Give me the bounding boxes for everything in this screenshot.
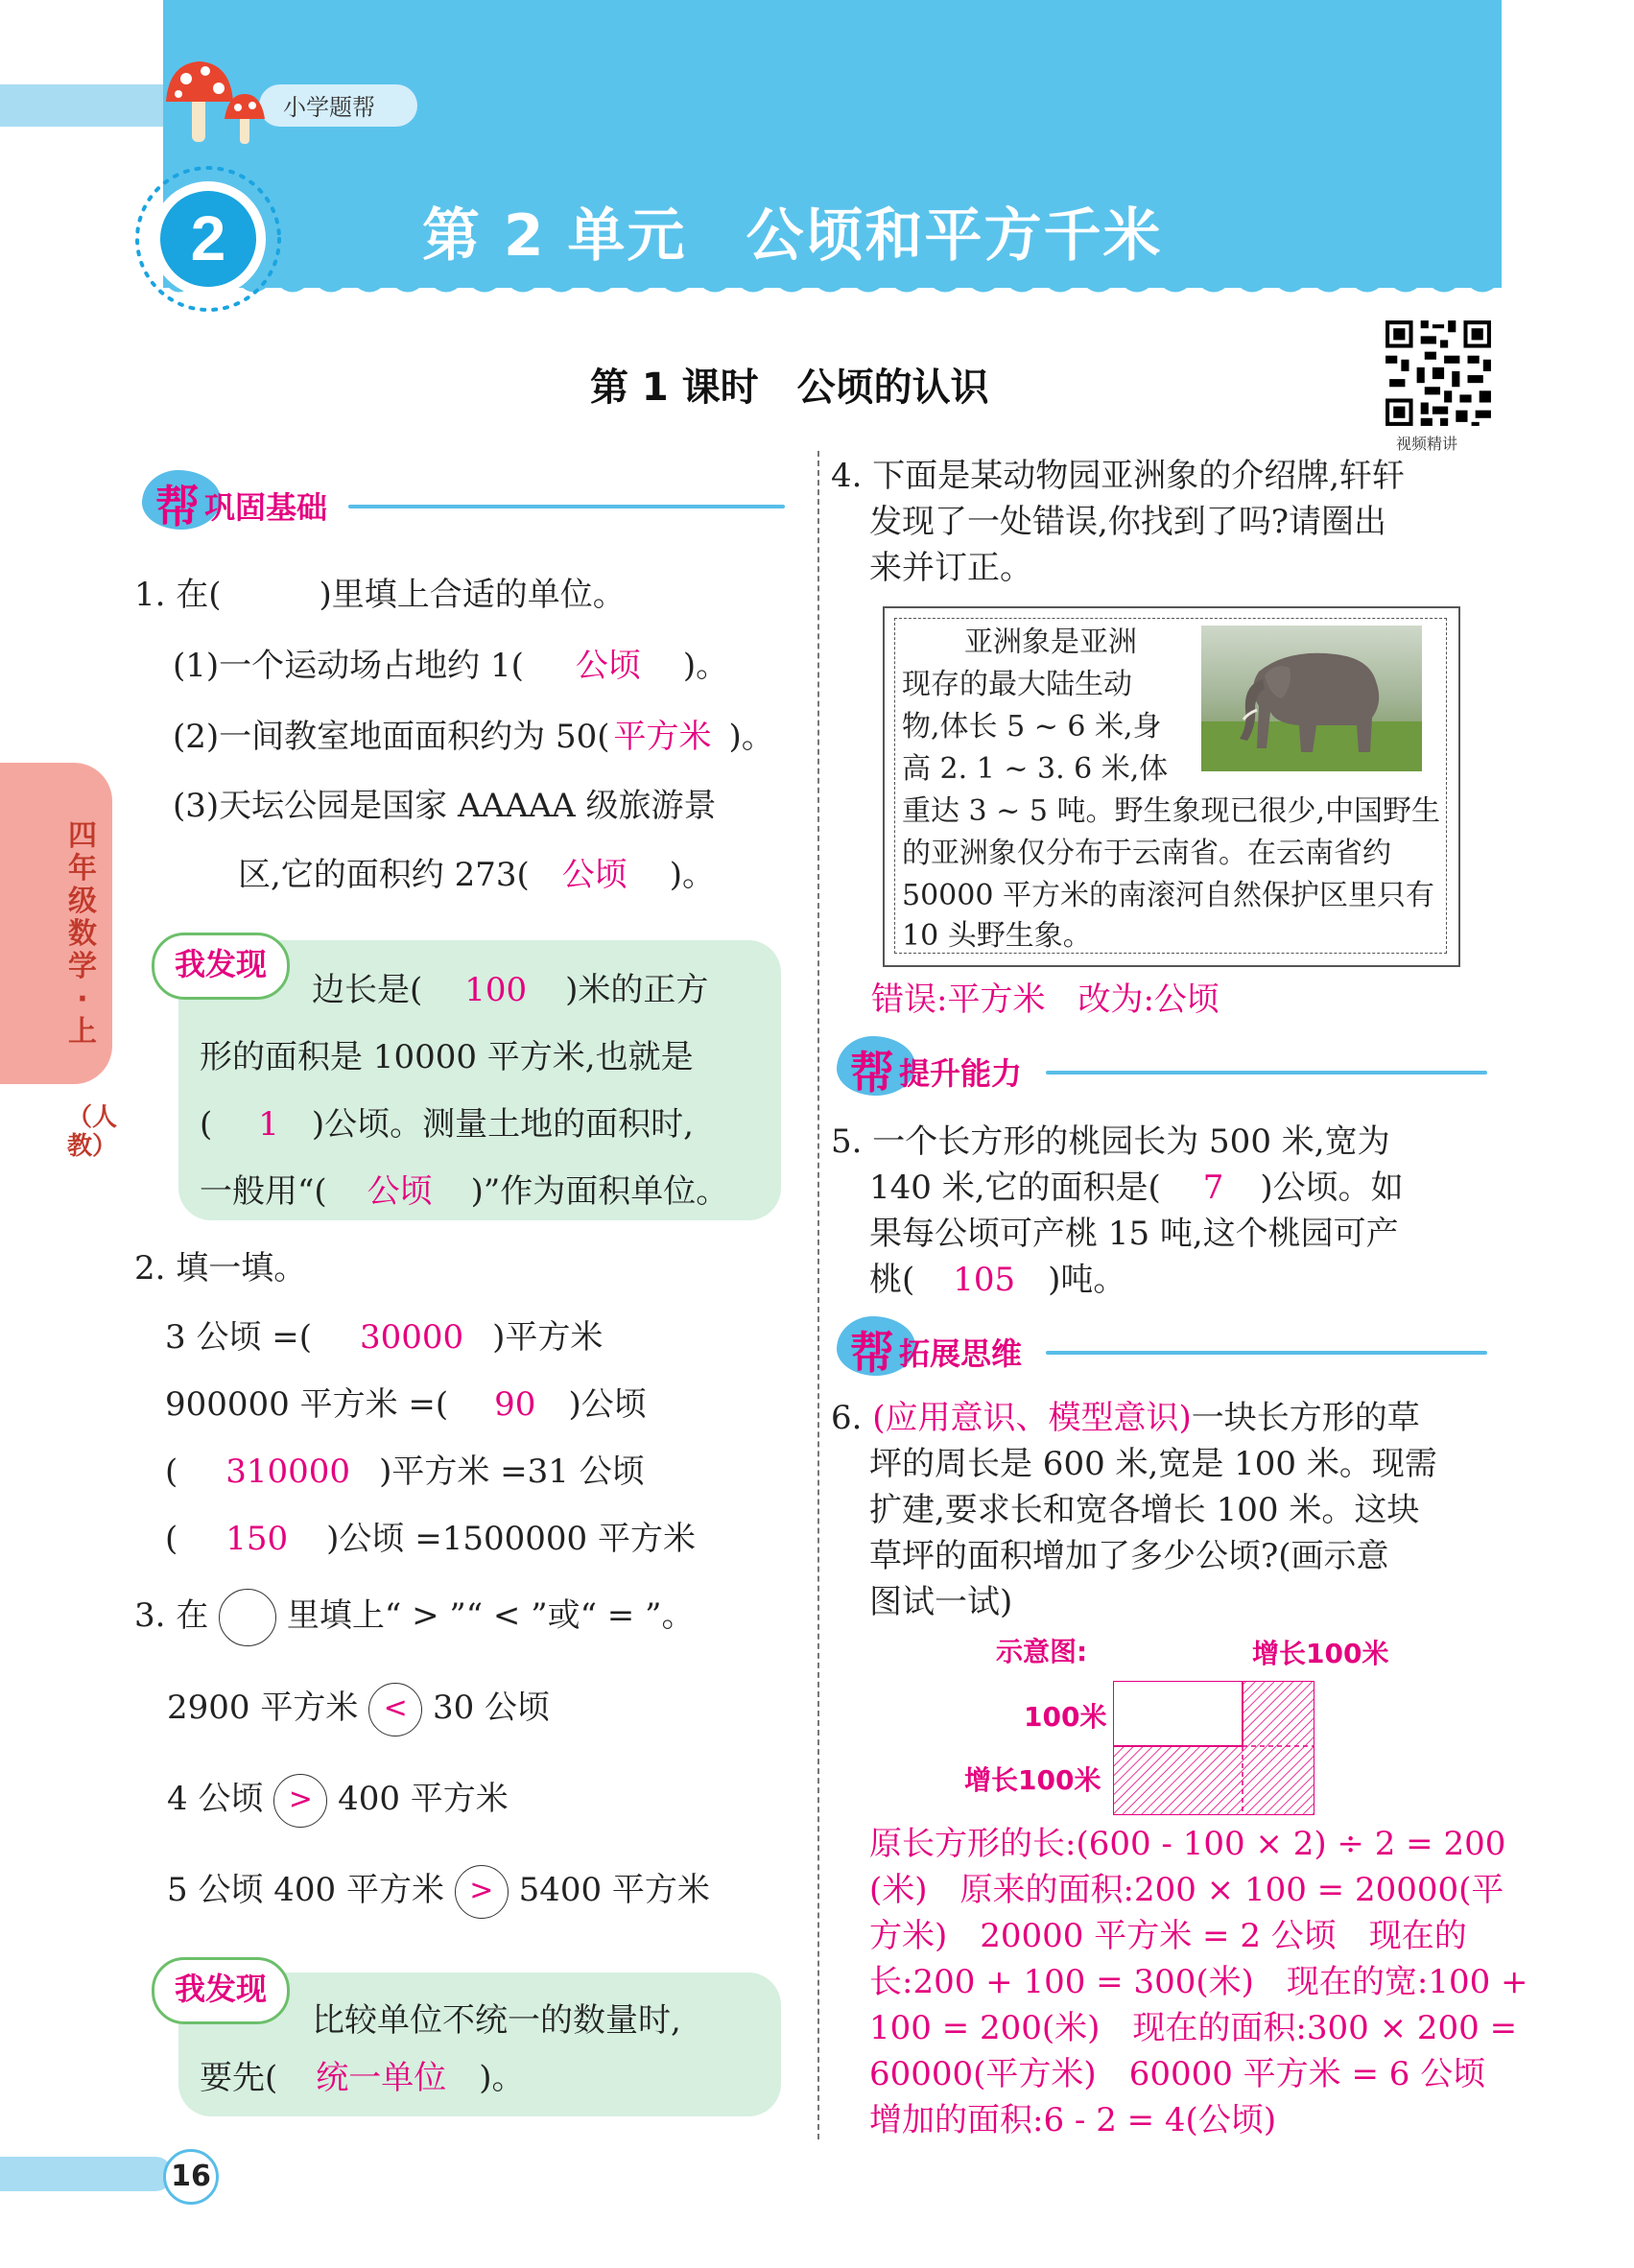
card-line: 现存的最大陆生动 (902, 668, 1132, 701)
answer: 30000 (360, 1318, 464, 1357)
question-2-stem: 2. 填一填。 (134, 1249, 307, 1288)
card-line: 10 头野生象。 (902, 919, 1092, 953)
discovery-2-line-1: 比较单位不统一的数量时, (312, 2001, 681, 2040)
question-5-line-1: 5. 一个长方形的桃园长为 500 米,宽为 (831, 1122, 1390, 1161)
answer: 公顷 (367, 1172, 433, 1211)
solution-line: (米) 原来的面积:200 × 100 = 20000(平 (869, 1871, 1504, 1909)
column-divider (817, 451, 819, 2139)
question-4-line-3: 来并订正。 (869, 549, 1032, 587)
answer: 公顷 (575, 647, 641, 685)
diagram-grow-width-label: 增长100米 (964, 1764, 1101, 1796)
diagram-caption: 示意图: (996, 1636, 1088, 1667)
solution-line: 长:200 + 100 = 300(米) 现在的宽:100 + (869, 1963, 1528, 2001)
question-2-row-2: 900000 平方米 =( 90 )公顷 (165, 1385, 647, 1424)
unit-number: 2 (190, 202, 226, 273)
question-5-line-4: 桃( 105 )吨。 (869, 1261, 1126, 1299)
card-line: 高 2. 1 ~ 3. 6 米,体 (902, 752, 1169, 786)
section-header-thinking (837, 1314, 1489, 1378)
discovery-1-line-2: 形的面积是 10000 平方米,也就是 (200, 1038, 694, 1076)
answer: 1 (258, 1105, 279, 1144)
question-5-line-2: 140 米,它的面积是( 7 )公顷。如 (869, 1169, 1404, 1207)
question-3-row-1: 2900 平方米 < 30 公顷 (167, 1679, 550, 1736)
section-header-ability (837, 1034, 1489, 1098)
section-title: 巩固基础 (204, 489, 328, 526)
page-number: 16 (163, 2149, 219, 2205)
mushroom-icon (161, 56, 276, 147)
brand-name: 小学题帮 (283, 94, 375, 121)
side-tab-edition: （人教） (67, 1103, 118, 1161)
competency-tag: (应用意识、模型意识) (872, 1399, 1192, 1437)
unit-title: 第 2 单元 公顷和平方千米 (422, 202, 1163, 270)
discovery-tag: 我发现 (152, 1957, 290, 2024)
question-6-line-5: 图试一试) (869, 1583, 1013, 1621)
elephant-photo (1201, 626, 1422, 771)
question-3-row-3: 5 公顷 400 平方米 > 5400 平方米 (167, 1861, 710, 1919)
qr-code-icon[interactable] (1382, 317, 1495, 430)
solution-line: 100 = 200(米) 现在的面积:300 × 200 = (869, 2009, 1518, 2047)
answer: 公顷 (561, 856, 628, 894)
question-4-answer: 错误:平方米 改为:公顷 (871, 980, 1220, 1019)
question-4-line-2: 发现了一处错误,你找到了吗?请圈出 (869, 503, 1387, 541)
bang-mark: 帮 (850, 1327, 894, 1379)
bang-mark: 帮 (850, 1047, 894, 1099)
question-3-row-2: 4 公顷 > 400 平方米 (167, 1770, 509, 1828)
solution-line: 方米) 20000 平方米 = 2 公顷 现在的 (869, 1917, 1467, 1955)
question-6-line-4: 草坪的面积增加了多少公顷?(画示意 (869, 1537, 1389, 1575)
card-line: 的亚洲象仅分布于云南省。在云南省约 (902, 837, 1391, 870)
question-2-row-4: ( 150 )公顷 =1500000 平方米 (165, 1520, 696, 1558)
question-2-row-3: ( 310000 )平方米 =31 公顷 (165, 1453, 645, 1491)
bang-mark: 帮 (155, 481, 200, 532)
page-number-strip (0, 2157, 173, 2191)
answer: 310000 (225, 1453, 351, 1491)
question-2-row-1: 3 公顷 =( 30000 )平方米 (165, 1318, 604, 1357)
answer: 7 (1202, 1169, 1224, 1207)
question-4-line-1: 4. 下面是某动物园亚洲象的介绍牌,轩轩 (831, 457, 1406, 495)
lesson-title: 第 1 课时 公顷的认识 (590, 366, 989, 410)
compare-answer: > (273, 1774, 327, 1828)
qr-caption: 视频精讲 (1396, 435, 1458, 453)
discovery-1-line-1: 边长是( 100 )米的正方 (312, 971, 709, 1009)
solution-line: 60000(平方米) 60000 平方米 = 6 公顷 (869, 2055, 1486, 2093)
solution-line: 原长方形的长:(600 - 100 × 2) ÷ 2 = 200 (869, 1825, 1506, 1863)
question-1-part-2: (2)一间教室地面面积约为 50( 平方米 )。 (173, 718, 774, 756)
answer: 150 (225, 1520, 289, 1558)
answer: 统一单位 (316, 2059, 447, 2097)
answer: 100 (464, 971, 528, 1009)
question-6-line-3: 扩建,要求长和宽各增长 100 米。这块 (869, 1491, 1420, 1529)
section-title: 拓展思维 (899, 1335, 1023, 1372)
answer: 105 (953, 1261, 1016, 1299)
answer: 平方米 (613, 718, 712, 756)
compare-answer: < (368, 1683, 422, 1736)
answer: 90 (494, 1385, 536, 1424)
card-line: 重达 3 ~ 5 吨。野生象现已很少,中国野生 (902, 794, 1440, 828)
unit-number-badge (134, 165, 283, 314)
section-title: 提升能力 (899, 1055, 1023, 1092)
discovery-1-line-4: 一般用“( 公顷 )”作为面积单位。 (200, 1172, 729, 1211)
discovery-tag: 我发现 (152, 933, 290, 1000)
question-1-part-3-line-1: (3)天坛公园是国家 AAAAA 级旅游景 (173, 787, 717, 825)
question-5-line-3: 果每公顷可产桃 15 吨,这个桃园可产 (869, 1215, 1399, 1253)
question-3-stem: 3. 在 里填上“ > ”“ < ”或“ = ”。 (134, 1587, 694, 1646)
question-1-part-3-line-2: 区,它的面积约 273( 公顷 )。 (238, 856, 716, 894)
card-line: 物,体长 5 ~ 6 米,身 (902, 710, 1162, 744)
diagram-width-label: 100米 (1024, 1701, 1107, 1733)
card-line: 50000 平方米的南滚河自然保护区里只有 (902, 879, 1434, 912)
question-1-stem: 1. 在( )里填上合适的单位。 (134, 576, 626, 614)
solution-line: 增加的面积:6 - 2 = 4(公顷) (869, 2101, 1277, 2139)
card-line: 亚洲象是亚洲 (964, 626, 1137, 659)
expansion-diagram (1113, 1681, 1314, 1815)
discovery-1-line-3: ( 1 )公顷。测量土地的面积时, (200, 1105, 694, 1144)
section-header-basics (142, 468, 790, 532)
question-6-line-2: 坪的周长是 600 米,宽是 100 米。现需 (869, 1445, 1437, 1483)
discovery-2-line-2: 要先( 统一单位 )。 (200, 2059, 525, 2097)
side-tab-grade: 四年级数学·上 (68, 819, 97, 1049)
question-1-part-1: (1)一个运动场占地约 1( 公顷 )。 (173, 647, 729, 685)
question-6-line-1: 6. (应用意识、模型意识)一块长方形的草 (831, 1399, 1420, 1437)
compare-circle (219, 1589, 276, 1646)
diagram-grow-length-label: 增长100米 (1252, 1638, 1389, 1669)
compare-answer: > (455, 1865, 509, 1919)
